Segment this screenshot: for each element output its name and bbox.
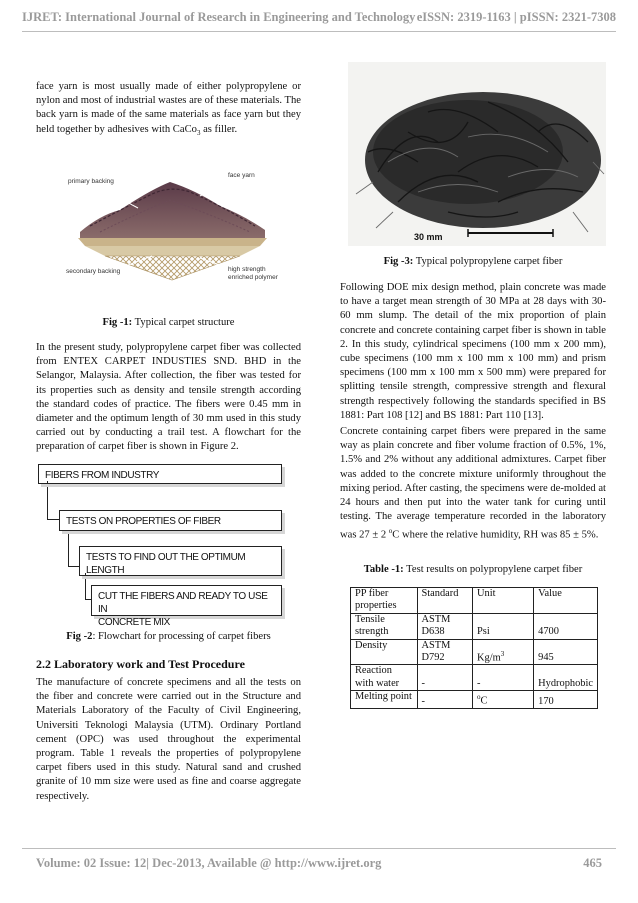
figure-polypropylene-fiber bbox=[348, 62, 606, 246]
table-header-row bbox=[351, 588, 598, 614]
cell-unit: - bbox=[473, 665, 534, 691]
figure-carpet-structure bbox=[60, 160, 280, 290]
right-para-1: Following DOE mix design method, plain concrete was made to have a target mean strength of 30 MPa at 28 days with 30-60 mm slump. The detail of the mix proportion of plain concrete and concrete containing carpet fiber is shown in table 2. In this study, cylindrical specimens (100 mm x 200 mm), cube specimens (100 mm x 100 mm x 100 mm) and prism specimens (100 mm x 100 mm x 500 mm) were prepared for splitting tensile strength, compressive strength and flexural strength respectively following the standards specified in BS 1881: Part 108 [12] and BS 1881: Part 110 [13]. bbox=[340, 282, 606, 421]
cell-value: Hydrophobic bbox=[534, 665, 598, 691]
cell-unit: Psi bbox=[473, 613, 534, 639]
label-primary-backing: primary backing bbox=[68, 178, 114, 185]
cell-unit: $^o$C bbox=[473, 691, 534, 709]
flow-connector-2h bbox=[68, 566, 79, 567]
cell-property: Reaction with water bbox=[351, 665, 418, 691]
header-cell: Value bbox=[534, 588, 598, 614]
table1-caption: Table -1: Test results on polypropylene carpet fiber bbox=[363, 564, 583, 575]
fig3-caption: Fig -3: Typical polypropylene carpet fiber bbox=[383, 256, 563, 267]
results-table bbox=[350, 587, 598, 709]
cell-property: Melting point bbox=[351, 691, 418, 709]
cell-unit: $Kg/m^3$ bbox=[473, 639, 534, 665]
journal-title: IJRET: International Journal of Research in Engineering and Technology bbox=[22, 10, 416, 24]
label-high-strength: high strength bbox=[228, 266, 266, 273]
table-row bbox=[351, 665, 598, 691]
cell-property: Density bbox=[351, 639, 418, 665]
footer-volume-info: Volume: 02 Issue: 12| Dec-2013, Available @ http://www.ijret.org bbox=[36, 856, 382, 870]
issn: eISSN: 2319-1163 | pISSN: 2321-7308 bbox=[416, 10, 616, 24]
header-cell: Standard bbox=[417, 588, 473, 614]
page-number: 465 bbox=[583, 856, 602, 870]
header-rule bbox=[22, 31, 616, 32]
label-secondary-backing: secondary backing bbox=[66, 268, 121, 275]
flow-step-optimum-length: TESTS TO FIND OUT THE OPTIMUM LENGTH bbox=[79, 546, 282, 576]
page-header bbox=[22, 10, 616, 25]
cell-value: 4700 bbox=[534, 613, 598, 639]
flow-connector-2 bbox=[68, 531, 69, 566]
left-para-2: In the present study, polypropylene carpet fiber was collected from ENTEX CARPET INDUSTIES SND. BHD in the Selangor, Malaysia. After collection, the fiber was tested for its properties such as density and tensile strength according the standard codes of practice. The fibers were 0.45 mm in diameter and the optimum length of 30 mm used in this study carried out by conducting a trail test. A flowchart for the preparation of carpet fiber is shown in Figure 2. bbox=[36, 342, 301, 453]
fig1-caption: Fig -1: Typical carpet structure bbox=[102, 317, 235, 328]
fig2-caption: Fig -2: Flowchart for processing of carpet fibers bbox=[66, 631, 271, 642]
flow-step-cut-fibers: CUT THE FIBERS AND READY TO USE IN CONCRETE MIX bbox=[91, 585, 282, 616]
label-face-yarn: face yarn bbox=[228, 172, 255, 179]
section-title: 2.2 Laboratory work and Test Procedure bbox=[36, 657, 245, 671]
left-para-1: face yarn is most usually made of either polypropylene or nylon and most of industrial wastes are of these materials. The back yarn is made of the same materials as face yarn but they held together by adhesives with CaCo$_3$ as filler. bbox=[36, 81, 301, 137]
cell-standard: ASTM D638 bbox=[417, 613, 473, 639]
page-footer bbox=[36, 856, 602, 871]
cell-standard: - bbox=[417, 665, 473, 691]
label-enriched-polymer: enriched polymer bbox=[228, 274, 278, 281]
left-para-3: The manufacture of concrete specimens and all the tests on the fiber and concrete were carried out in the Structure and Materials Laboratory of the Faculty of Civil Engineering, Universiti Teknologi Malaysia (UTM). Ordinary Portland cement (OPC) was used throughout the experimental program. Table 1 reveals the properties of polypropylene carpet fibers used in this study. Natural sand and crushed granite of 10 mm size were used as fine and coarse aggregate respectively. bbox=[36, 677, 301, 802]
right-para-2: Concrete containing carpet fibers were prepared in the same way as plain concrete and fiber volume fraction of 0.5%, 1%, 1.5% and 2% without any additional admixtures. Carpet fiber was added to the concrete mixture uniformly throughout the mixing period. After casting, the specimens were de-molded at 24 hours and then put into the water tank for curing until testing. The average temperature recorded in the laboratory was 27 ± 2 $^o$C where the relative humidity, RH was 85 ± 5%. bbox=[340, 426, 606, 541]
header-cell: PP fiber properties bbox=[351, 588, 418, 614]
scale-label: 30 mm bbox=[414, 232, 443, 242]
cell-standard: ASTM D792 bbox=[417, 639, 473, 665]
fiber-pile-photo bbox=[348, 62, 606, 246]
cell-value: 170 bbox=[534, 691, 598, 709]
footer-rule bbox=[22, 848, 616, 849]
flow-connector-1h bbox=[47, 519, 59, 520]
flow-connector-1 bbox=[47, 481, 48, 519]
cell-standard: - bbox=[417, 691, 473, 709]
cell-property: Tensile strength bbox=[351, 613, 418, 639]
flow-step-tests-on-properties: TESTS ON PROPERTIES OF FIBER bbox=[59, 510, 282, 531]
header-cell: Unit bbox=[473, 588, 534, 614]
table-row bbox=[351, 639, 598, 665]
cell-value: 945 bbox=[534, 639, 598, 665]
table-row bbox=[351, 691, 598, 709]
flow-step-fibers-from-industry: FIBERS FROM INDUSTRY bbox=[38, 464, 282, 484]
table-row bbox=[351, 613, 598, 639]
